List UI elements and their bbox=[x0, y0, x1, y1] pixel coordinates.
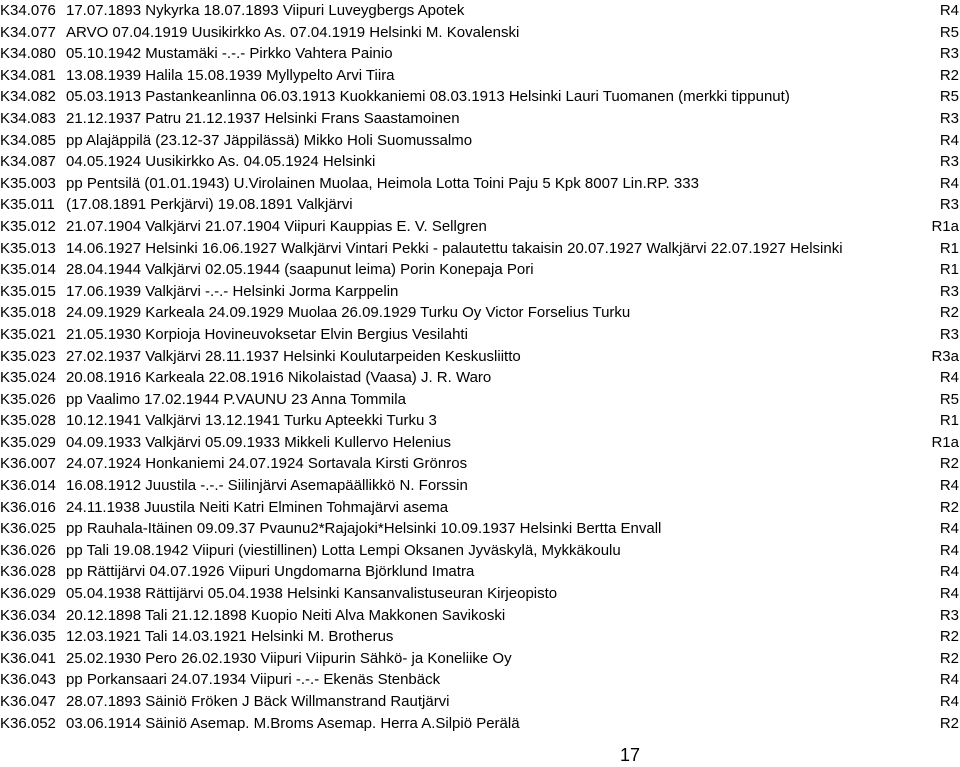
list-item bbox=[0, 43, 960, 65]
list-item bbox=[0, 432, 960, 454]
item-id: K36.007 bbox=[0, 455, 56, 473]
list-item bbox=[0, 669, 960, 691]
item-id: K36.025 bbox=[0, 520, 56, 538]
item-grade: R4 bbox=[939, 520, 959, 538]
list-item bbox=[0, 22, 960, 44]
item-grade: R3 bbox=[939, 45, 959, 63]
item-id: K35.028 bbox=[0, 412, 56, 430]
item-id: K35.029 bbox=[0, 433, 56, 451]
item-grade: R2 bbox=[939, 455, 959, 473]
item-description: 17.06.1939 Valkjärvi -.-.- Helsinki Jorma Karppelin bbox=[66, 282, 399, 300]
item-grade: R2 bbox=[939, 498, 959, 516]
item-description: 13.08.1939 Halila 15.08.1939 Myllypelto Arvi Tiira bbox=[66, 66, 395, 84]
item-grade: R3a bbox=[931, 347, 959, 365]
item-grade: R4 bbox=[939, 131, 959, 149]
list-item bbox=[0, 194, 960, 216]
item-description: 16.08.1912 Juustila -.-.- Siilinjärvi Asemapäällikkö N. Forssin bbox=[66, 477, 468, 495]
list-item bbox=[0, 324, 960, 346]
list-item bbox=[0, 583, 960, 605]
item-description: 03.06.1914 Säiniö Asemap. M.Broms Asemap. Herra A.Silpiö Perälä bbox=[66, 714, 520, 732]
item-description: 05.04.1938 Rättijärvi 05.04.1938 Helsinki Kansanvalistuseuran Kirjeopisto bbox=[66, 585, 558, 603]
item-id: K34.083 bbox=[0, 109, 56, 127]
item-id: K36.043 bbox=[0, 671, 56, 689]
item-grade: R4 bbox=[939, 2, 959, 19]
item-grade: R2 bbox=[939, 714, 959, 732]
item-description: 17.07.1893 Nykyrka 18.07.1893 Viipuri Luveygbergs Apotek bbox=[66, 2, 465, 19]
list-item bbox=[0, 65, 960, 87]
list-item bbox=[0, 605, 960, 627]
item-id: K36.016 bbox=[0, 498, 56, 516]
item-grade: R3 bbox=[939, 153, 959, 171]
item-id: K36.014 bbox=[0, 477, 56, 495]
item-grade: R4 bbox=[939, 563, 959, 581]
item-grade: R1 bbox=[939, 239, 959, 257]
item-id: K35.003 bbox=[0, 174, 56, 192]
item-description: 04.05.1924 Uusikirkko As. 04.05.1924 Helsinki bbox=[66, 153, 376, 171]
item-id: K36.029 bbox=[0, 585, 56, 603]
item-grade: R3 bbox=[939, 282, 959, 300]
item-description: 25.02.1930 Pero 26.02.1930 Viipuri Viipurin Sähkö- ja Koneliike Oy bbox=[66, 649, 512, 667]
item-id: K36.034 bbox=[0, 606, 56, 624]
item-description: pp Porkansaari 24.07.1934 Viipuri -.-.- Ekenäs Stenbäck bbox=[66, 671, 441, 689]
item-id: K35.024 bbox=[0, 369, 56, 387]
item-id: K34.085 bbox=[0, 131, 56, 149]
list-item bbox=[0, 281, 960, 303]
item-grade: R4 bbox=[939, 541, 959, 559]
item-grade: R1 bbox=[939, 412, 959, 430]
item-grade: R1a bbox=[931, 217, 959, 235]
item-grade: R2 bbox=[939, 66, 959, 84]
item-description: 14.06.1927 Helsinki 16.06.1927 Walkjärvi Vintari Pekki - palautettu takaisin 20.07.1927 Walkjärvi 22.07.1927 Helsinki bbox=[66, 239, 843, 257]
item-id: K35.026 bbox=[0, 390, 56, 408]
item-id: K36.026 bbox=[0, 541, 56, 559]
item-description: 28.04.1944 Valkjärvi 02.05.1944 (saapunut leima) Porin Konepaja Pori bbox=[66, 261, 534, 279]
list-item bbox=[0, 518, 960, 540]
item-id: K34.087 bbox=[0, 153, 56, 171]
page-number: 17 bbox=[619, 745, 641, 765]
list-item bbox=[0, 86, 960, 108]
item-grade: R1 bbox=[939, 261, 959, 279]
item-description: 24.11.1938 Juustila Neiti Katri Elminen Tohmajärvi asema bbox=[66, 498, 449, 516]
list-item bbox=[0, 173, 960, 195]
item-id: K34.081 bbox=[0, 66, 56, 84]
item-description: 21.07.1904 Valkjärvi 21.07.1904 Viipuri Kauppias E. V. Sellgren bbox=[66, 217, 487, 235]
list-item bbox=[0, 389, 960, 411]
item-description: pp Vaalimo 17.02.1944 P.VAUNU 23 Anna Tommila bbox=[66, 390, 406, 408]
list-item bbox=[0, 453, 960, 475]
item-id: K36.035 bbox=[0, 628, 56, 646]
item-description: 21.05.1930 Korpioja Hovineuvoksetar Elvin Bergius Vesilahti bbox=[66, 325, 468, 343]
item-description: pp Rauhala-Itäinen 09.09.37 Pvaunu2*Rajajoki*Helsinki 10.09.1937 Helsinki Bertta Envall bbox=[66, 520, 662, 538]
item-id: K34.076 bbox=[0, 2, 56, 19]
item-description: 05.10.1942 Mustamäki -.-.- Pirkko Vahtera Painio bbox=[66, 45, 393, 63]
item-description: 20.12.1898 Tali 21.12.1898 Kuopio Neiti Alva Makkonen Savikoski bbox=[66, 606, 506, 624]
list-item bbox=[0, 497, 960, 519]
item-grade: R5 bbox=[939, 88, 959, 106]
item-description: pp Tali 19.08.1942 Viipuri (viestillinen) Lotta Lempi Oksanen Jyväskylä, Mykkäkoulu bbox=[66, 541, 621, 559]
item-description: pp Pentsilä (01.01.1943) U.Virolainen Muolaa, Heimola Lotta Toini Paju 5 Kpk 8007 Lin.RP. 333 bbox=[66, 174, 699, 192]
item-description: 21.12.1937 Patru 21.12.1937 Helsinki Frans Saastamoinen bbox=[66, 109, 460, 127]
item-description: 28.07.1893 Säiniö Fröken J Bäck Willmanstrand Rautjärvi bbox=[66, 693, 450, 710]
list-item bbox=[0, 626, 960, 648]
item-grade: R2 bbox=[939, 628, 959, 646]
list-item bbox=[0, 475, 960, 497]
item-description: 27.02.1937 Valkjärvi 28.11.1937 Helsinki Koulutarpeiden Keskusliitto bbox=[66, 347, 521, 365]
item-id: K34.077 bbox=[0, 23, 56, 41]
item-id: K36.028 bbox=[0, 563, 56, 581]
item-id: K35.015 bbox=[0, 282, 56, 300]
item-id: K36.047 bbox=[0, 693, 56, 710]
list-item bbox=[0, 130, 960, 152]
list-item bbox=[0, 216, 960, 238]
item-id: K35.013 bbox=[0, 239, 56, 257]
item-id: K35.021 bbox=[0, 325, 56, 343]
item-id: K36.041 bbox=[0, 649, 56, 667]
item-id: K35.012 bbox=[0, 217, 56, 235]
item-grade: R4 bbox=[939, 693, 959, 710]
item-grade: R4 bbox=[939, 585, 959, 603]
item-description: (17.08.1891 Perkjärvi) 19.08.1891 Valkjärvi bbox=[66, 196, 353, 214]
list-item bbox=[0, 0, 960, 22]
list-item bbox=[0, 108, 960, 130]
list-item bbox=[0, 410, 960, 432]
item-description: 12.03.1921 Tali 14.03.1921 Helsinki M. Brotherus bbox=[66, 628, 394, 646]
item-grade: R4 bbox=[939, 477, 959, 495]
item-description: 20.08.1916 Karkeala 22.08.1916 Nikolaistad (Vaasa) J. R. Waro bbox=[66, 369, 492, 387]
item-grade: R3 bbox=[939, 109, 959, 127]
list-item bbox=[0, 302, 960, 324]
list-item bbox=[0, 151, 960, 173]
item-id: K34.080 bbox=[0, 45, 56, 63]
item-grade: R3 bbox=[939, 325, 959, 343]
item-description: pp Rättijärvi 04.07.1926 Viipuri Ungdomarna Björklund Imatra bbox=[66, 563, 475, 581]
item-grade: R4 bbox=[939, 671, 959, 689]
item-grade: R2 bbox=[939, 649, 959, 667]
list-item bbox=[0, 259, 960, 281]
item-grade: R4 bbox=[939, 369, 959, 387]
item-grade: R3 bbox=[939, 606, 959, 624]
item-description: 24.09.1929 Karkeala 24.09.1929 Muolaa 26.09.1929 Turku Oy Victor Forselius Turku bbox=[66, 304, 631, 322]
item-id: K35.014 bbox=[0, 261, 56, 279]
item-description: pp Alajäppilä (23.12-37 Jäppilässä) Mikko Holi Suomussalmo bbox=[66, 131, 473, 149]
list-item bbox=[0, 561, 960, 583]
list-item bbox=[0, 713, 960, 735]
item-grade: R2 bbox=[939, 304, 959, 322]
item-description: 10.12.1941 Valkjärvi 13.12.1941 Turku Apteekki Turku 3 bbox=[66, 412, 437, 430]
item-description: ARVO 07.04.1919 Uusikirkko As. 07.04.1919 Helsinki M. Kovalenski bbox=[66, 23, 520, 41]
item-grade: R4 bbox=[939, 174, 959, 192]
item-grade: R5 bbox=[939, 390, 959, 408]
item-grade: R1a bbox=[931, 433, 959, 451]
list-item bbox=[0, 540, 960, 562]
item-description: 04.09.1933 Valkjärvi 05.09.1933 Mikkeli Kullervo Helenius bbox=[66, 433, 451, 451]
list-item bbox=[0, 367, 960, 389]
list-item bbox=[0, 238, 960, 260]
item-grade: R5 bbox=[939, 23, 959, 41]
item-id: K34.082 bbox=[0, 88, 56, 106]
list-item bbox=[0, 648, 960, 670]
item-id: K35.023 bbox=[0, 347, 56, 365]
list-item bbox=[0, 346, 960, 368]
item-id: K36.052 bbox=[0, 714, 56, 732]
item-description: 24.07.1924 Honkaniemi 24.07.1924 Sortavala Kirsti Grönros bbox=[66, 455, 468, 473]
item-id: K35.011 bbox=[0, 196, 55, 214]
list-item bbox=[0, 691, 960, 713]
item-grade: R3 bbox=[939, 196, 959, 214]
item-id: K35.018 bbox=[0, 304, 56, 322]
item-description: 05.03.1913 Pastankeanlinna 06.03.1913 Kuokkaniemi 08.03.1913 Helsinki Lauri Tuomanen (merkki tippunut) bbox=[66, 88, 790, 106]
